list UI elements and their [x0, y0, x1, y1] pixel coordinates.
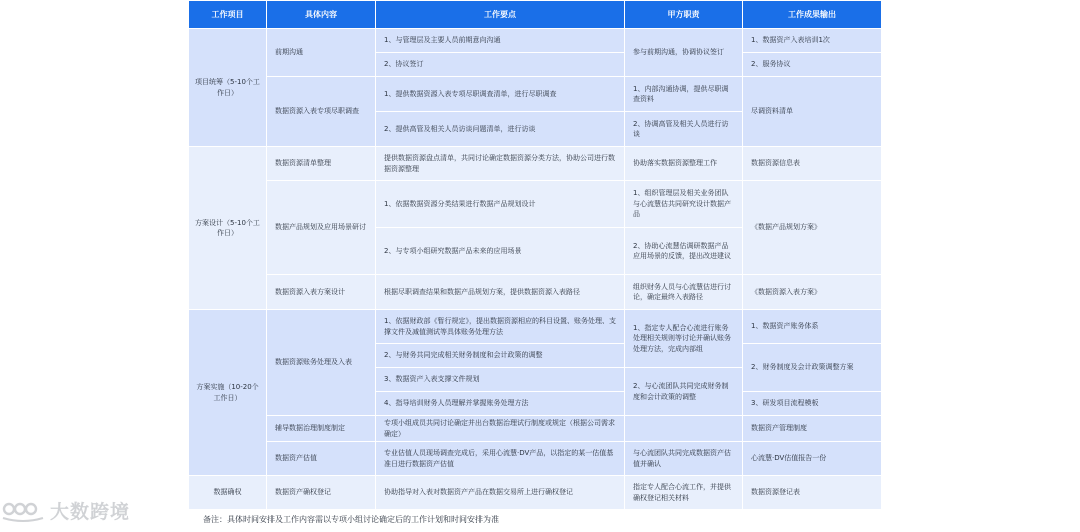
header-content: 具体内容 — [267, 1, 376, 29]
client-duty-cell: 2、协助心流慧估调研数据产品应用场景的反馈，提出改进建议 — [625, 228, 743, 275]
table-row — [189, 476, 882, 510]
key-point-cell: 2、与财务共同完成相关财务制度和会计政策的调整 — [376, 344, 625, 368]
client-duty-cell: 与心流团队共同完成数据资产估值并确认 — [625, 442, 743, 476]
output-cell: 数据资源登记表 — [743, 476, 882, 510]
watermark-text: 大数跨境 — [50, 500, 131, 523]
content-cell: 数据资产确权登记 — [267, 476, 376, 510]
output-cell: 《数据资源入表方案》 — [743, 275, 882, 310]
brand-logo-icon — [0, 496, 46, 524]
table-row — [189, 310, 882, 344]
output-cell: 1、数据资产账务体系 — [743, 310, 882, 344]
output-cell: 2、服务协议 — [743, 53, 882, 77]
key-point-cell: 1、提供数据资源入表专项尽职调查清单，进行尽职调查 — [376, 77, 625, 112]
header-project: 工作项目 — [189, 1, 267, 29]
client-duty-cell: 参与前期沟通，协调协议签订 — [625, 29, 743, 77]
key-point-cell: 根据尽职调查结果和数据产品规划方案，提供数据资源入表路径 — [376, 275, 625, 310]
output-cell: 《数据产品规划方案》 — [743, 181, 882, 275]
header-client-duty: 甲方职责 — [625, 1, 743, 29]
client-duty-cell — [625, 416, 743, 442]
key-point-cell: 3、数据资产入表支撑文件规划 — [376, 368, 625, 392]
content-cell: 辅导数据治理制度制定 — [267, 416, 376, 442]
table-row — [189, 147, 882, 181]
content-cell: 数据资源入表方案设计 — [267, 275, 376, 310]
content-cell: 数据产品规划及应用场景研讨 — [267, 181, 376, 275]
project-cell: 数据确权 — [189, 476, 267, 510]
key-point-cell: 专项小组成员共同讨论确定并出台数据治理试行制度或规定（根据公司需求确定） — [376, 416, 625, 442]
client-duty-cell: 2、协调高管及相关人员进行访谈 — [625, 112, 743, 147]
table-row — [189, 181, 882, 228]
key-point-cell: 1、与管理层及主要人员前期意向沟通 — [376, 29, 625, 53]
output-cell: 数据资产管理制度 — [743, 416, 882, 442]
output-cell: 2、财务制度及会计政策调整方案 — [743, 344, 882, 392]
output-cell: 数据资源信息表 — [743, 147, 882, 181]
key-point-cell: 2、与专项小组研究数据产品未来的应用场景 — [376, 228, 625, 275]
output-cell: 心流慧·DV估值报告一份 — [743, 442, 882, 476]
footnote: 备注：具体时间安排及工作内容需以专项小组讨论确定后的工作计划和时间安排为准 — [203, 515, 499, 524]
key-point-cell: 4、指导培训财务人员理解并掌握账务处理方法 — [376, 392, 625, 416]
client-duty-cell: 组织财务人员与心流慧估进行讨论，确定最终入表路径 — [625, 275, 743, 310]
output-cell: 1、数据资产入表培训1次 — [743, 29, 882, 53]
header-key-points: 工作要点 — [376, 1, 625, 29]
key-point-cell: 2、协议签订 — [376, 53, 625, 77]
table-header-row — [189, 1, 882, 29]
key-point-cell: 2、提供高管及相关人员访谈问题清单，进行访谈 — [376, 112, 625, 147]
key-point-cell: 协助指导对入表对数据资产产品在数据交易所上进行确权登记 — [376, 476, 625, 510]
table-row — [189, 77, 882, 112]
content-cell: 数据资源账务处理及入表 — [267, 310, 376, 416]
content-cell: 数据资源清单整理 — [267, 147, 376, 181]
table-row — [189, 29, 882, 53]
output-cell: 尽调资料清单 — [743, 77, 882, 147]
key-point-cell: 1、依据财政部《暂行规定》，提出数据资源相应的科目设置、账务处理、支撑文件及减值测试等具体账务处理方法 — [376, 310, 625, 344]
work-plan-table — [188, 0, 882, 510]
client-duty-cell: 指定专人配合心流工作，并提供确权登记相关材料 — [625, 476, 743, 510]
project-cell: 项目统筹（5-10个工作日） — [189, 29, 267, 147]
output-cell: 3、研发项目流程模板 — [743, 392, 882, 416]
key-point-cell: 专业估值人员现场调查完成后，采用心流慧·DV产品，以指定的某一估值基准日进行数据资产估值 — [376, 442, 625, 476]
project-cell: 方案设计（5-10个工作日） — [189, 147, 267, 310]
client-duty-cell: 1、组织管理层及相关业务团队与心流慧估共同研究设计数据产品 — [625, 181, 743, 228]
header-output: 工作成果输出 — [743, 1, 882, 29]
client-duty-cell: 1、指定专人配合心流进行账务处理相关规则等讨论并确认账务处理方法，完成内部组 — [625, 310, 743, 368]
table-row — [189, 275, 882, 310]
table-row — [189, 416, 882, 442]
project-cell: 方案实施（10-20个工作日） — [189, 310, 267, 476]
content-cell: 前期沟通 — [267, 29, 376, 77]
client-duty-cell: 2、与心流团队共同完成财务制度和会计政策的调整 — [625, 368, 743, 416]
watermark — [0, 496, 130, 524]
content-cell: 数据资产估值 — [267, 442, 376, 476]
key-point-cell: 提供数据资源盘点清单，共同讨论确定数据资源分类方法，协助公司进行数据资源整理 — [376, 147, 625, 181]
table-row — [189, 442, 882, 476]
client-duty-cell: 1、内部沟通协调，提供尽职调查资料 — [625, 77, 743, 112]
client-duty-cell: 协助落实数据资源整理工作 — [625, 147, 743, 181]
content-cell: 数据资源入表专项尽职调查 — [267, 77, 376, 147]
key-point-cell: 1、依据数据资源分类结果进行数据产品规划设计 — [376, 181, 625, 228]
